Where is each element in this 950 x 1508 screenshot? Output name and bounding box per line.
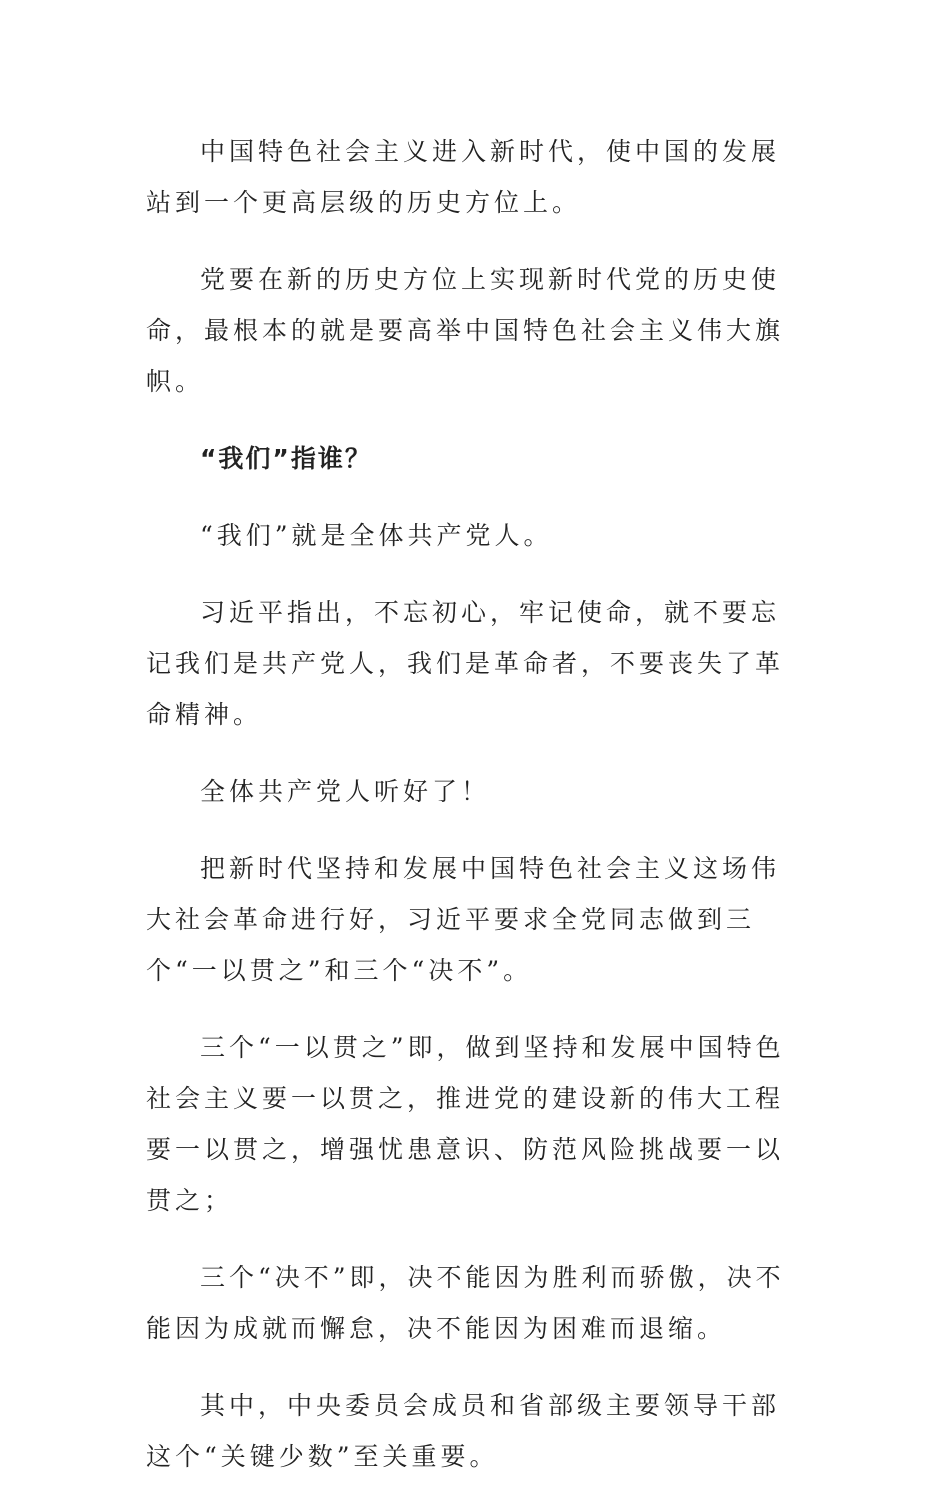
paragraph-three-consistencies: 三个“一以贯之”即，做到坚持和发展中国特色社会主义要一以贯之，推进党的建设新的伟大工程要一以贯之，增强忧患意识、防范风险挑战要一以贯之；: [146, 1033, 785, 1215]
paragraph-new-era: 中国特色社会主义进入新时代，使中国的发展站到一个更高层级的历史方位上。: [146, 137, 781, 217]
section-heading: “我们”指谁？: [200, 444, 372, 473]
paragraph-key-minority: 其中，中央委员会成员和省部级主要领导干部这个“关键少数”至关重要。: [146, 1391, 781, 1471]
paragraph-three-nevers: 三个“决不”即，决不能因为胜利而骄傲，决不能因为成就而懈怠，决不能因为困难而退缩。: [146, 1263, 785, 1343]
document-body: [146, 126, 796, 1508]
paragraph-requirements: 把新时代坚持和发展中国特色社会主义这场伟大社会革命进行好，习近平要求全党同志做到三个“一以贯之”和三个“决不”。: [146, 854, 781, 985]
paragraph-call-to-members: 全体共产党人听好了！: [200, 777, 491, 806]
paragraph-original-aspiration: 习近平指出，不忘初心，牢记使命，就不要忘记我们是共产党人，我们是革命者，不要丧失了革命精神。: [146, 598, 785, 729]
paragraph-who-we-are: “我们”就是全体共产党人。: [200, 521, 553, 550]
paragraph-historic-mission: 党要在新的历史方位上实现新时代党的历史使命，最根本的就是要高举中国特色社会主义伟大旗帜。: [146, 265, 785, 396]
